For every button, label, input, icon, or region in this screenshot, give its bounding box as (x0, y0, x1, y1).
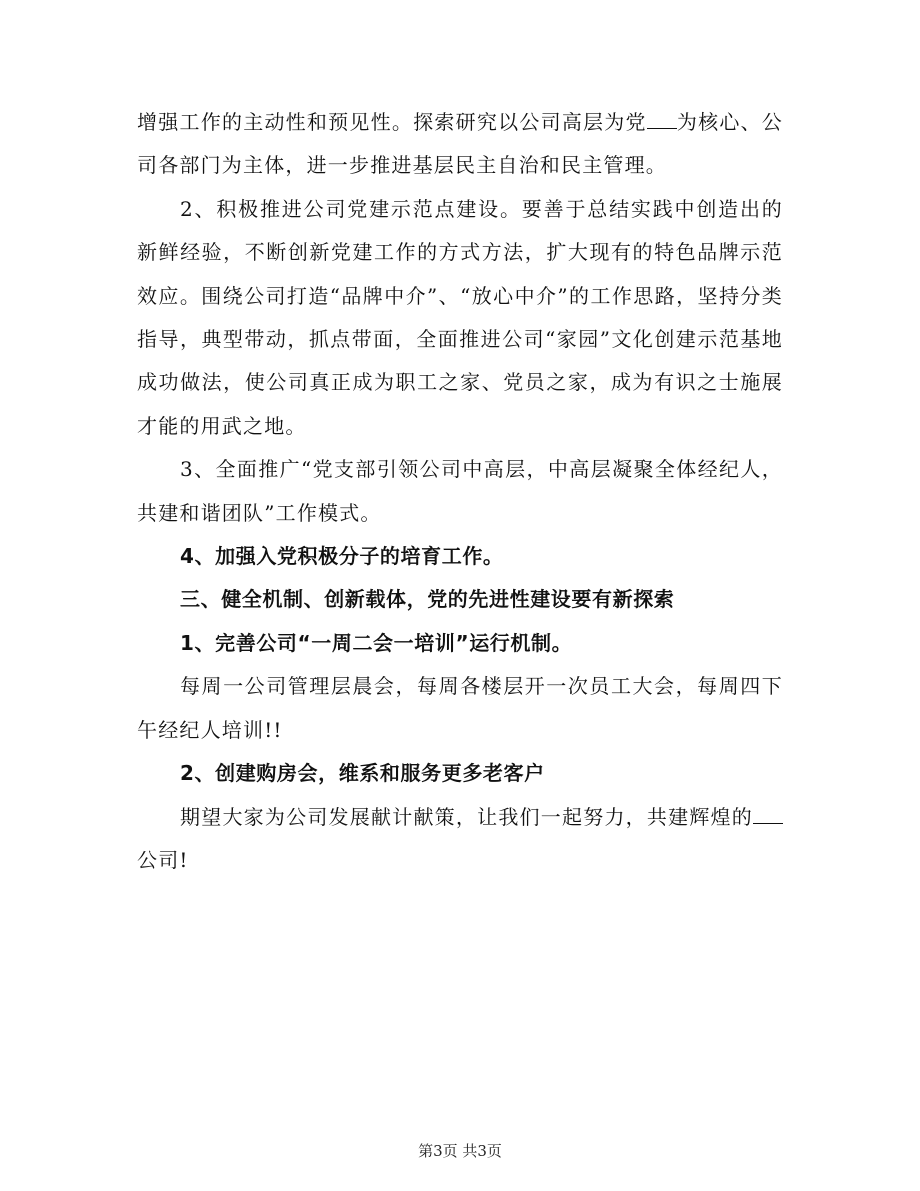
paragraph-schedule: 每周一公司管理层晨会，每周各楼层开一次员工大会，每周四下午经纪人培训!! (137, 674, 783, 742)
paragraph-1-text-a: 增强工作的主动性和预见性。探索研究以公司高层为党 (137, 110, 647, 134)
paragraph-2: 2、积极推进公司党建示范点建设。要善于总结实践中创造出的新鲜经验，不断创新党建工作的方式方法，扩大现有的特色品牌示范效应。围绕公司打造“品牌中介”、“放心中介”的工作思路，坚持分类指导，典型带动，抓点带面，全面推进公司“家园”文化创建示范基地成功做法，使公司真正成为职工之家、党员之家，成为有识之士施展才能的用武之地。 (137, 196, 783, 438)
page-footer: 第3页 共3页 (418, 1142, 502, 1160)
paragraph-1 (137, 101, 783, 188)
paragraph-closing (137, 796, 783, 883)
closing-text-a: 期望大家为公司发展献计献策，让我们一起努力，共建辉煌的 (180, 804, 753, 829)
paragraph-3: 3、全面推广“党支部引领公司中高层，中高层凝聚全体经纪人，共建和谐团队”工作模式。 (137, 457, 783, 525)
heading-item-2: 2、创建购房会，维系和服务更多老客户 (180, 761, 545, 786)
section-heading-3: 三、健全机制、创新载体，党的先进性建设要有新探索 (180, 587, 675, 612)
document-body (137, 101, 783, 882)
closing-text-b: 公司! (137, 847, 189, 872)
fill-in-blank (753, 805, 783, 824)
fill-in-blank (647, 110, 677, 129)
paragraph-1-text-b: 为核心、公司各部门为主体，进一步推进基层民主自治和民主管理。 (137, 110, 784, 178)
heading-item-4: 4、加强入党积极分子的培育工作。 (180, 544, 504, 569)
heading-item-1: 1、完善公司“一周二会一培训”运行机制。 (180, 630, 573, 655)
